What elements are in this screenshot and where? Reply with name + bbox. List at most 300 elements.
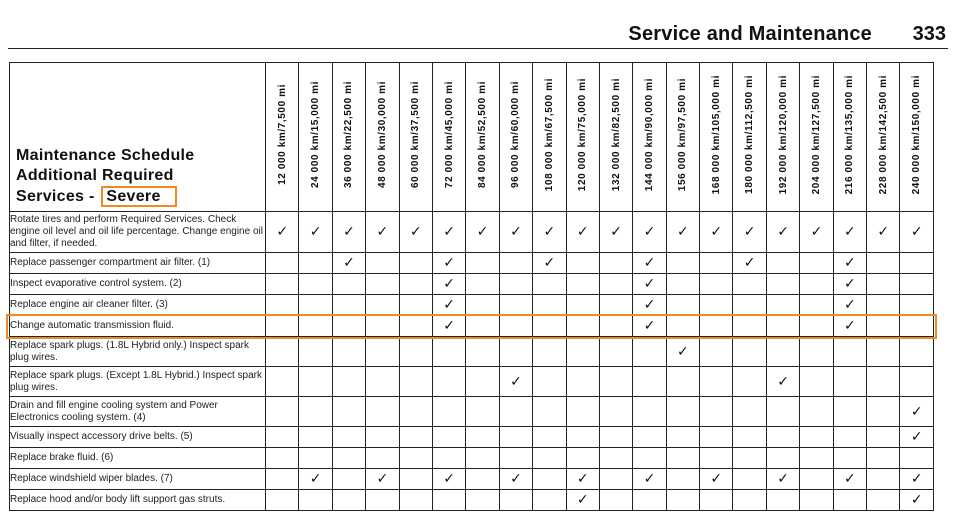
empty-cell: [800, 427, 833, 448]
empty-cell: [366, 490, 399, 511]
interval-label: 180 000 km/112,500 mi: [744, 75, 756, 194]
empty-cell: [533, 448, 566, 469]
empty-cell: [766, 295, 799, 316]
empty-cell: [266, 253, 299, 274]
empty-cell: [700, 274, 733, 295]
empty-cell: [867, 469, 900, 490]
empty-cell: [867, 427, 900, 448]
empty-cell: [633, 397, 666, 427]
service-description: Replace windshield wiper blades. (7): [10, 469, 266, 490]
empty-cell: [833, 397, 866, 427]
empty-cell: [299, 367, 332, 397]
interval-label: 216 000 km/135,000 mi: [844, 74, 856, 195]
empty-cell: [332, 337, 365, 367]
empty-cell: [499, 316, 532, 337]
check-mark: ✓: [833, 316, 866, 337]
check-mark: ✓: [366, 469, 399, 490]
check-mark: ✓: [633, 274, 666, 295]
empty-cell: [900, 367, 934, 397]
empty-cell: [733, 448, 766, 469]
interval-header: [633, 63, 666, 212]
empty-cell: [466, 274, 499, 295]
check-mark: ✓: [833, 274, 866, 295]
empty-cell: [900, 337, 934, 367]
empty-cell: [800, 337, 833, 367]
interval-header: [466, 63, 499, 212]
severe-highlight: Severe: [101, 186, 176, 207]
empty-cell: [733, 490, 766, 511]
check-mark: ✓: [700, 469, 733, 490]
service-row: [10, 397, 934, 427]
empty-cell: [599, 295, 632, 316]
empty-cell: [299, 448, 332, 469]
empty-cell: [466, 316, 499, 337]
empty-cell: [299, 427, 332, 448]
empty-cell: [366, 253, 399, 274]
empty-cell: [266, 295, 299, 316]
empty-cell: [766, 274, 799, 295]
check-mark: ✓: [833, 212, 866, 253]
interval-label: 36 000 km/22,500 mi: [343, 80, 355, 189]
check-mark: ✓: [366, 212, 399, 253]
empty-cell: [800, 367, 833, 397]
empty-cell: [266, 427, 299, 448]
check-mark: ✓: [332, 253, 365, 274]
interval-label: 96 000 km/60,000 mi: [510, 80, 522, 189]
empty-cell: [466, 367, 499, 397]
empty-cell: [566, 448, 599, 469]
check-mark: ✓: [733, 212, 766, 253]
empty-cell: [833, 367, 866, 397]
empty-cell: [800, 490, 833, 511]
service-description: Rotate tires and perform Required Services. Check engine oil level and oil life percentage. Change engine oil and filter, if needed.: [10, 212, 266, 253]
interval-header: [332, 63, 365, 212]
empty-cell: [666, 490, 699, 511]
check-mark: ✓: [399, 212, 432, 253]
service-row: [10, 295, 934, 316]
empty-cell: [499, 448, 532, 469]
empty-cell: [533, 397, 566, 427]
empty-cell: [332, 274, 365, 295]
empty-cell: [332, 427, 365, 448]
empty-cell: [266, 316, 299, 337]
interval-header: [766, 63, 799, 212]
empty-cell: [599, 469, 632, 490]
service-description: Replace brake fluid. (6): [10, 448, 266, 469]
check-mark: ✓: [299, 212, 332, 253]
empty-cell: [867, 337, 900, 367]
schedule-body: [10, 212, 934, 511]
empty-cell: [599, 427, 632, 448]
empty-cell: [499, 274, 532, 295]
empty-cell: [266, 367, 299, 397]
empty-cell: [599, 316, 632, 337]
empty-cell: [599, 397, 632, 427]
empty-cell: [366, 427, 399, 448]
service-row: [10, 253, 934, 274]
empty-cell: [800, 448, 833, 469]
empty-cell: [366, 448, 399, 469]
check-mark: ✓: [566, 212, 599, 253]
service-description: Replace passenger compartment air filter. (1): [10, 253, 266, 274]
empty-cell: [733, 316, 766, 337]
empty-cell: [867, 274, 900, 295]
interval-header: [432, 63, 465, 212]
service-description: Replace spark plugs. (Except 1.8L Hybrid.) Inspect spark plug wires.: [10, 367, 266, 397]
interval-label: 240 000 km/150,000 mi: [911, 74, 923, 195]
empty-cell: [900, 274, 934, 295]
empty-cell: [833, 490, 866, 511]
check-mark: ✓: [432, 469, 465, 490]
interval-header: [733, 63, 766, 212]
check-mark: ✓: [833, 253, 866, 274]
empty-cell: [867, 367, 900, 397]
check-mark: ✓: [533, 253, 566, 274]
check-mark: ✓: [332, 212, 365, 253]
empty-cell: [566, 295, 599, 316]
empty-cell: [700, 295, 733, 316]
interval-label: 168 000 km/105,000 mi: [710, 74, 722, 195]
empty-cell: [366, 316, 399, 337]
empty-cell: [733, 274, 766, 295]
empty-cell: [599, 337, 632, 367]
check-mark: ✓: [833, 469, 866, 490]
check-mark: ✓: [432, 253, 465, 274]
empty-cell: [733, 469, 766, 490]
empty-cell: [299, 337, 332, 367]
check-mark: ✓: [432, 295, 465, 316]
service-description: Replace hood and/or body lift support gas struts.: [10, 490, 266, 511]
empty-cell: [700, 397, 733, 427]
empty-cell: [366, 367, 399, 397]
empty-cell: [266, 337, 299, 367]
interval-label: 72 000 km/45,000 mi: [443, 80, 455, 189]
empty-cell: [466, 427, 499, 448]
empty-cell: [833, 337, 866, 367]
empty-cell: [399, 337, 432, 367]
empty-cell: [700, 337, 733, 367]
empty-cell: [566, 427, 599, 448]
schedule-title-line-1: Maintenance Schedule: [16, 147, 195, 164]
empty-cell: [599, 367, 632, 397]
check-mark: ✓: [766, 367, 799, 397]
empty-cell: [599, 490, 632, 511]
interval-header: [499, 63, 532, 212]
empty-cell: [666, 397, 699, 427]
empty-cell: [266, 274, 299, 295]
check-mark: ✓: [633, 469, 666, 490]
empty-cell: [299, 295, 332, 316]
interval-label: 204 000 km/127,500 mi: [810, 74, 822, 195]
interval-label: 60 000 km/37,500 mi: [410, 80, 422, 189]
empty-cell: [533, 469, 566, 490]
empty-cell: [266, 448, 299, 469]
empty-cell: [666, 253, 699, 274]
check-mark: ✓: [766, 469, 799, 490]
interval-header: [266, 63, 299, 212]
service-description: Inspect evaporative control system. (2): [10, 274, 266, 295]
check-mark: ✓: [466, 212, 499, 253]
check-mark: ✓: [633, 212, 666, 253]
empty-cell: [700, 427, 733, 448]
page-number: 333: [912, 23, 946, 45]
empty-cell: [766, 253, 799, 274]
empty-cell: [867, 490, 900, 511]
empty-cell: [499, 337, 532, 367]
interval-label: 12 000 km/7,500 mi: [276, 84, 288, 185]
check-mark: ✓: [666, 337, 699, 367]
check-mark: ✓: [599, 212, 632, 253]
check-mark: ✓: [633, 253, 666, 274]
empty-cell: [800, 316, 833, 337]
interval-label: 144 000 km/90,000 mi: [643, 77, 655, 192]
empty-cell: [766, 397, 799, 427]
empty-cell: [399, 427, 432, 448]
empty-cell: [900, 316, 934, 337]
check-mark: ✓: [867, 212, 900, 253]
schedule-title-prefix: Services -: [16, 188, 100, 205]
interval-header: [566, 63, 599, 212]
interval-label: 84 000 km/52,500 mi: [477, 80, 489, 189]
empty-cell: [499, 397, 532, 427]
check-mark: ✓: [900, 212, 934, 253]
empty-cell: [432, 397, 465, 427]
interval-label: 228 000 km/142,500 mi: [877, 74, 889, 195]
check-mark: ✓: [566, 490, 599, 511]
empty-cell: [666, 316, 699, 337]
empty-cell: [733, 337, 766, 367]
empty-cell: [466, 469, 499, 490]
empty-cell: [666, 448, 699, 469]
empty-cell: [800, 253, 833, 274]
empty-cell: [399, 469, 432, 490]
interval-header: [666, 63, 699, 212]
interval-header: [867, 63, 900, 212]
empty-cell: [666, 469, 699, 490]
empty-cell: [599, 274, 632, 295]
empty-cell: [766, 490, 799, 511]
empty-cell: [766, 427, 799, 448]
interval-header-row: [10, 63, 934, 212]
empty-cell: [666, 295, 699, 316]
check-mark: ✓: [633, 316, 666, 337]
check-mark: ✓: [633, 295, 666, 316]
empty-cell: [332, 316, 365, 337]
empty-cell: [499, 295, 532, 316]
empty-cell: [867, 253, 900, 274]
interval-label: 132 000 km/82,500 mi: [610, 77, 622, 192]
empty-cell: [800, 397, 833, 427]
check-mark: ✓: [700, 212, 733, 253]
check-mark: ✓: [432, 316, 465, 337]
page-title: Service and Maintenance: [628, 23, 872, 45]
check-mark: ✓: [299, 469, 332, 490]
empty-cell: [700, 490, 733, 511]
check-mark: ✓: [900, 397, 934, 427]
empty-cell: [399, 367, 432, 397]
empty-cell: [432, 490, 465, 511]
empty-cell: [633, 427, 666, 448]
empty-cell: [533, 427, 566, 448]
service-description: Replace engine air cleaner filter. (3): [10, 295, 266, 316]
empty-cell: [599, 448, 632, 469]
empty-cell: [366, 295, 399, 316]
interval-header: [800, 63, 833, 212]
service-row: [10, 337, 934, 367]
empty-cell: [466, 295, 499, 316]
check-mark: ✓: [666, 212, 699, 253]
empty-cell: [432, 367, 465, 397]
empty-cell: [800, 274, 833, 295]
service-description: Visually inspect accessory drive belts. (5): [10, 427, 266, 448]
empty-cell: [499, 253, 532, 274]
empty-cell: [299, 253, 332, 274]
empty-cell: [399, 316, 432, 337]
check-mark: ✓: [900, 490, 934, 511]
empty-cell: [867, 397, 900, 427]
empty-cell: [566, 316, 599, 337]
empty-cell: [700, 253, 733, 274]
empty-cell: [766, 448, 799, 469]
check-mark: ✓: [766, 212, 799, 253]
empty-cell: [833, 427, 866, 448]
empty-cell: [700, 316, 733, 337]
service-row: [10, 367, 934, 397]
empty-cell: [566, 367, 599, 397]
empty-cell: [533, 295, 566, 316]
empty-cell: [900, 448, 934, 469]
empty-cell: [466, 253, 499, 274]
schedule-title-line-3: [16, 186, 265, 207]
empty-cell: [633, 448, 666, 469]
check-mark: ✓: [566, 469, 599, 490]
check-mark: ✓: [499, 212, 532, 253]
maintenance-schedule-table: [9, 62, 934, 511]
empty-cell: [867, 316, 900, 337]
empty-cell: [900, 253, 934, 274]
empty-cell: [633, 337, 666, 367]
page-header: [8, 20, 948, 49]
empty-cell: [666, 427, 699, 448]
service-row: [10, 212, 934, 253]
service-row: [10, 448, 934, 469]
empty-cell: [599, 253, 632, 274]
empty-cell: [266, 469, 299, 490]
empty-cell: [733, 397, 766, 427]
empty-cell: [432, 448, 465, 469]
check-mark: ✓: [432, 274, 465, 295]
empty-cell: [332, 469, 365, 490]
check-mark: ✓: [499, 367, 532, 397]
empty-cell: [566, 337, 599, 367]
check-mark: ✓: [900, 469, 934, 490]
empty-cell: [566, 253, 599, 274]
empty-cell: [733, 295, 766, 316]
empty-cell: [733, 427, 766, 448]
service-description: Change automatic transmission fluid.: [10, 316, 266, 337]
empty-cell: [466, 448, 499, 469]
check-mark: ✓: [533, 212, 566, 253]
empty-cell: [466, 337, 499, 367]
empty-cell: [332, 448, 365, 469]
empty-cell: [700, 367, 733, 397]
interval-label: 108 000 km/67,500 mi: [543, 77, 555, 192]
interval-header: [533, 63, 566, 212]
check-mark: ✓: [900, 427, 934, 448]
check-mark: ✓: [499, 469, 532, 490]
schedule-title: [10, 63, 266, 212]
service-description: Drain and fill engine cooling system and Power Electronics cooling system. (4): [10, 397, 266, 427]
empty-cell: [533, 490, 566, 511]
empty-cell: [566, 274, 599, 295]
check-mark: ✓: [733, 253, 766, 274]
empty-cell: [766, 316, 799, 337]
empty-cell: [466, 490, 499, 511]
interval-header: [599, 63, 632, 212]
interval-header: [366, 63, 399, 212]
interval-label: 156 000 km/97,500 mi: [677, 77, 689, 192]
interval-header: [900, 63, 934, 212]
empty-cell: [867, 295, 900, 316]
interval-header: [399, 63, 432, 212]
interval-label: 192 000 km/120,000 mi: [777, 74, 789, 195]
interval-label: 24 000 km/15,000 mi: [310, 80, 322, 189]
empty-cell: [432, 427, 465, 448]
empty-cell: [399, 448, 432, 469]
empty-cell: [733, 367, 766, 397]
empty-cell: [499, 427, 532, 448]
empty-cell: [566, 397, 599, 427]
schedule-title-line-2: Additional Required: [16, 167, 174, 184]
empty-cell: [867, 448, 900, 469]
empty-cell: [299, 274, 332, 295]
empty-cell: [833, 448, 866, 469]
service-row: [10, 316, 934, 337]
empty-cell: [766, 337, 799, 367]
empty-cell: [299, 397, 332, 427]
interval-header: [700, 63, 733, 212]
empty-cell: [633, 367, 666, 397]
empty-cell: [332, 490, 365, 511]
service-row: [10, 427, 934, 448]
empty-cell: [266, 490, 299, 511]
empty-cell: [800, 295, 833, 316]
empty-cell: [432, 337, 465, 367]
check-mark: ✓: [432, 212, 465, 253]
empty-cell: [499, 490, 532, 511]
empty-cell: [332, 397, 365, 427]
service-row: [10, 274, 934, 295]
empty-cell: [533, 274, 566, 295]
empty-cell: [399, 253, 432, 274]
empty-cell: [533, 316, 566, 337]
empty-cell: [666, 367, 699, 397]
empty-cell: [700, 448, 733, 469]
empty-cell: [399, 295, 432, 316]
empty-cell: [366, 337, 399, 367]
service-row: [10, 469, 934, 490]
empty-cell: [666, 274, 699, 295]
empty-cell: [533, 367, 566, 397]
empty-cell: [800, 469, 833, 490]
empty-cell: [399, 274, 432, 295]
empty-cell: [299, 490, 332, 511]
check-mark: ✓: [266, 212, 299, 253]
empty-cell: [633, 490, 666, 511]
service-description: Replace spark plugs. (1.8L Hybrid only.) Inspect spark plug wires.: [10, 337, 266, 367]
empty-cell: [366, 397, 399, 427]
interval-header: [833, 63, 866, 212]
